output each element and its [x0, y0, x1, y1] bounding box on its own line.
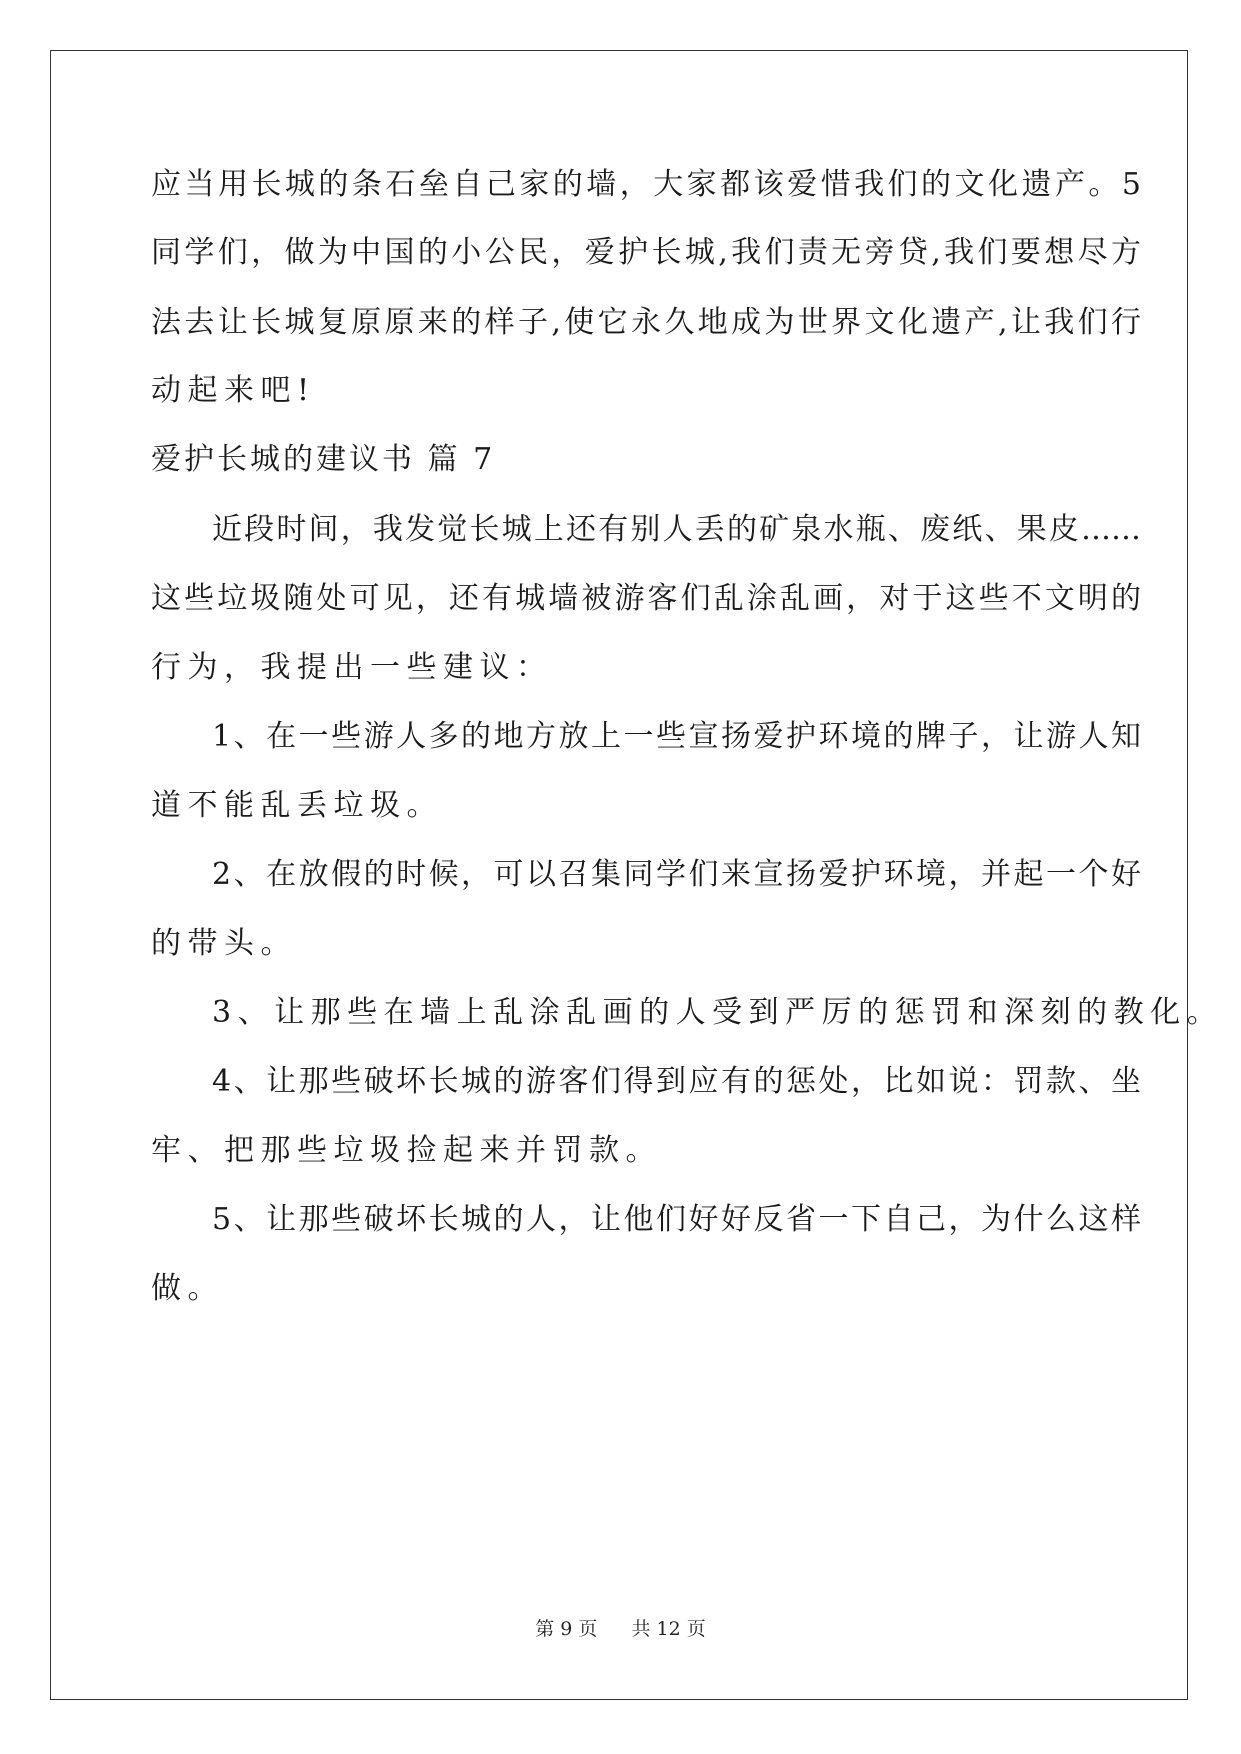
paragraph-line: 这些垃圾随处可见，还有城墙被游客们乱涂乱画，对于这些不文明的: [151, 581, 1141, 616]
list-item-line: 1、在一些游人多的地方放上一些宣扬爱护环境的牌子，让游人知: [212, 719, 1141, 754]
page-total: 共 12 页: [631, 1618, 706, 1640]
paragraph-line: 近段时间，我发觉长城上还有别人丢的矿泉水瓶、废纸、果皮……: [212, 512, 1141, 547]
list-item-line: 的带头。: [151, 926, 297, 961]
paragraph-line: 应当用长城的条石垒自己家的墙，大家都该爱惜我们的文化遗产。5: [151, 167, 1141, 202]
list-item-line: 牢、把那些垃圾捡起来并罚款。: [151, 1133, 662, 1168]
paragraph-line: 动起来吧!: [151, 373, 316, 408]
list-item-line: 道不能乱丢垃圾。: [151, 788, 443, 823]
page-number: 第 9 页: [535, 1618, 598, 1640]
paragraph-line: 同学们，做为中国的小公民，爱护长城,我们责无旁贷,我们要想尽方: [151, 235, 1141, 270]
list-item-line: 5、让那些破坏长城的人，让他们好好反省一下自己，为什么这样: [212, 1202, 1141, 1237]
list-item-line: 4、让那些破坏长城的游客们得到应有的惩处，比如说：罚款、坐: [212, 1064, 1141, 1099]
paragraph-line: 法去让长城复原原来的样子,使它永久地成为世界文化遗产,让我们行: [151, 305, 1141, 340]
list-item-line: 2、在放假的时候，可以召集同学们来宣扬爱护环境，并起一个好: [212, 857, 1141, 892]
list-item-line: 做。: [151, 1271, 224, 1306]
section-heading: 爱护长城的建议书 篇 7: [151, 442, 496, 477]
page-footer: [0, 1617, 1241, 1641]
list-item-line: 3、让那些在墙上乱涂乱画的人受到严厉的惩罚和深刻的教化。: [212, 995, 1224, 1030]
paragraph-line: 行为，我提出一些建议：: [151, 650, 553, 685]
